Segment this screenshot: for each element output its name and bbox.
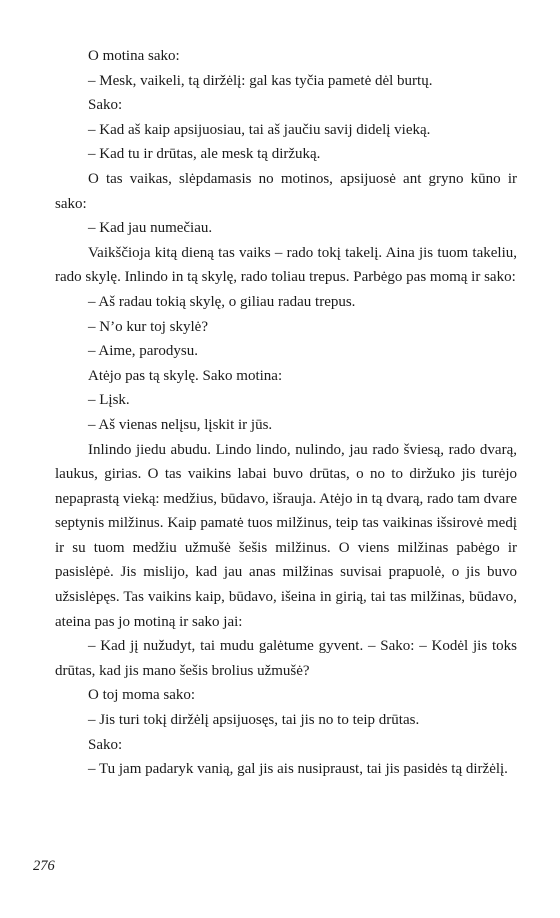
book-page	[55, 44, 517, 782]
paragraph-4: – Kad aš kaip apsijuosiau, tai aš jaučiu savij didelį vieką.	[88, 121, 431, 138]
paragraph-12: Atėjo pas tą skylę. Sako motina:	[88, 367, 283, 384]
paragraph-11: – Aime, parodysu.	[88, 343, 198, 360]
paragraph-7: – Kad jau numečiau.	[88, 220, 213, 237]
paragraph-20: – Tu jam padaryk vanią, gal jis ais nusipraust, tai jis pasidės tą diržėlį.	[88, 761, 508, 778]
paragraph-17: O toj moma sako:	[88, 687, 196, 704]
paragraph-9: – Aš radau tokią skylę, o giliau radau trepus.	[88, 293, 356, 310]
paragraph-6: O tas vaikas, slėpdamasis no motinos, apsijuosė ant gryno kūno ir sako:	[55, 170, 517, 212]
paragraph-5: – Kad tu ir drūtas, ale mesk tą diržuką.	[88, 146, 321, 163]
paragraph-8: Vaikščioja kitą dieną tas vaiks – rado tokį takelį. Aina jis tuom takeliu, rado skylę. Inlindo in tą skylę, rado toliau trepus. Parbėgo pas momą ir sako:	[55, 244, 517, 286]
paragraph-18: – Jis turi tokį diržėlį apsijuosęs, tai jis no to teip drūtas.	[88, 712, 420, 729]
paragraph-10: – N’o kur toj skylė?	[88, 318, 208, 335]
paragraph-1: O motina sako:	[88, 48, 180, 64]
paragraph-15: Inlindo jiedu abudu. Lindo lindo, nulindo, jau rado šviesą, rado dvarą, laukus, girias. O tas vaikins labai buvo drūtas, o no to diržuko jis turėjo nepaprastą vieką: medžius, būdavo, išrauja. Atėjo in tą dvarą, rado tam dvare septynis milžinus. Kaip pamatė tuos milžinus, teip tas vaikinas išsirovė medį ir su tuom medžiu užmušė šešis milžinus. O viens milžinas pabėgo ir pasislėpė. Jis mislijo, kad jau anas milžinas suvisai prapuolė, o jis buvo užsislėpęs. Tas vaikins kaip, būdavo, išeina in girią, tai tas milžinas, būdavo, ateina pas jo motiną ir sako jai:	[55, 441, 517, 630]
paragraph-2: – Mesk, vaikeli, tą diržėlį: gal kas tyčia pametė dėl burtų.	[88, 72, 433, 89]
page-number: 276	[33, 858, 55, 874]
paragraph-3: Sako:	[88, 97, 123, 114]
paragraph-14: – Aš vienas nelįsu, lįskit ir jūs.	[88, 416, 273, 433]
paragraph-16: – Kad jį nužudyt, tai mudu galėtume gyvent. – Sako: – Kodėl jis toks drūtas, kad jis mano šešis brolius užmušė?	[55, 638, 517, 679]
paragraph-13: – Lįsk.	[88, 392, 130, 409]
paragraph-19: Sako:	[88, 736, 123, 753]
